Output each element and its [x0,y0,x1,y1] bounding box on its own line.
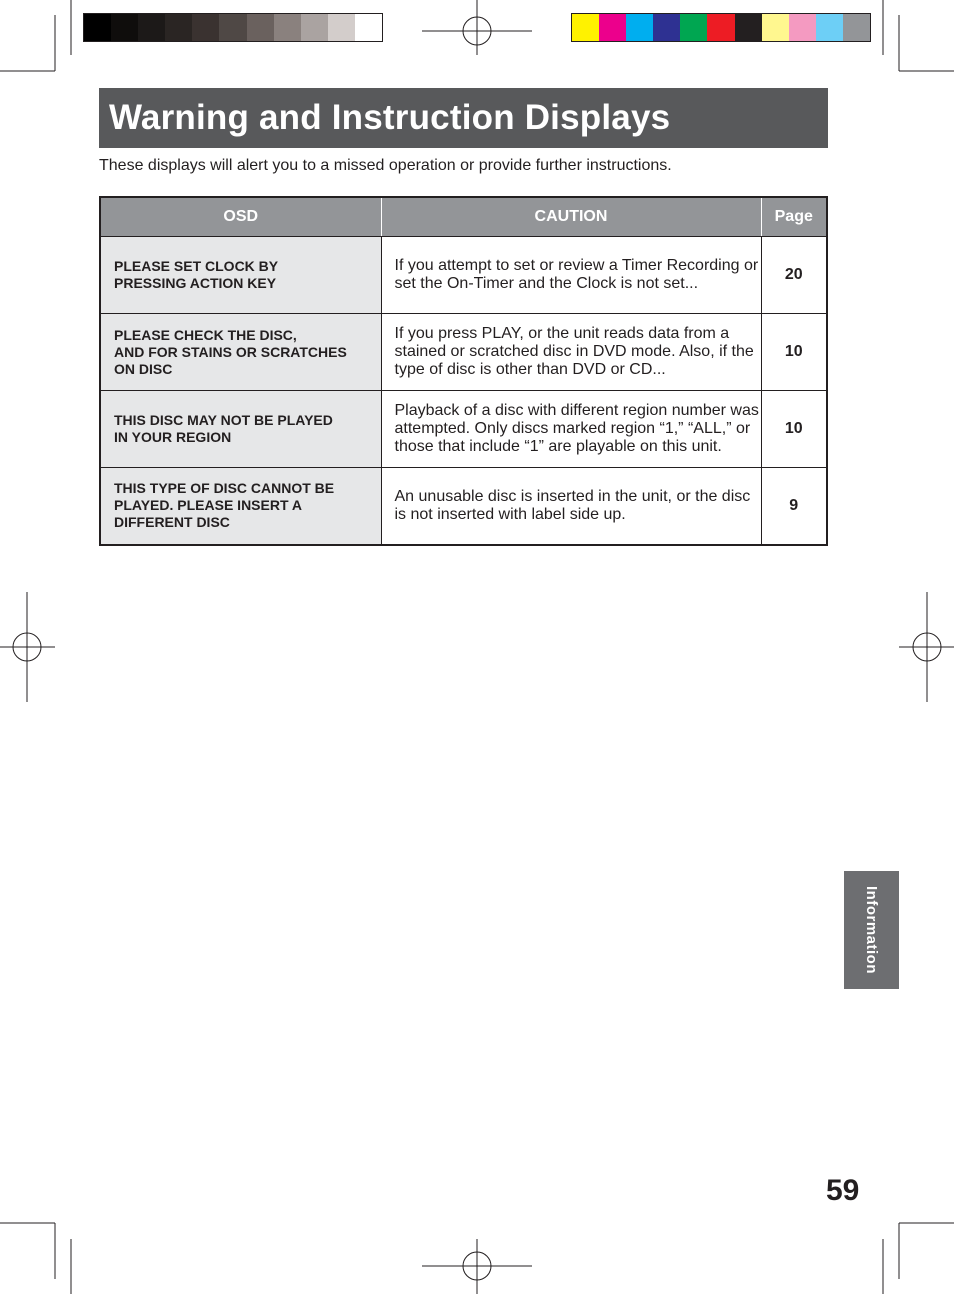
caution-text: If you attempt to set or review a Timer Recording or set the On-Timer and the Clock is not set... [381,237,761,314]
calibration-swatch [680,14,707,41]
calibration-swatch [165,14,192,41]
page-reference: 10 [761,314,827,391]
calibration-swatch [735,14,762,41]
table-row [100,314,827,391]
calibration-swatch [572,14,599,41]
section-tab-information [844,871,899,989]
calibration-swatch [301,14,328,41]
calibration-swatch [653,14,680,41]
column-header-page: Page [761,197,827,237]
page-reference: 20 [761,237,827,314]
registration-mark-right [899,592,954,702]
page-reference: 10 [761,391,827,468]
column-header-osd: OSD [100,197,381,237]
calibration-swatch [247,14,274,41]
calibration-swatch [111,14,138,41]
intro-text: These displays will alert you to a missed operation or provide further instructions. [99,157,672,174]
registration-mark-bottom [422,1239,532,1294]
calibration-swatch [274,14,301,41]
title-band [99,88,828,148]
page-number: 59 [826,1174,860,1207]
registration-mark-left [0,592,55,702]
calibration-swatch [626,14,653,41]
calibration-swatch [219,14,246,41]
warning-table [99,196,828,546]
calibration-swatch [707,14,734,41]
calibration-swatch [192,14,219,41]
registration-mark-top [422,0,532,55]
calibration-swatch [599,14,626,41]
calibration-swatch [843,14,870,41]
osd-message: PLEASE SET CLOCK BY PRESSING ACTION KEY [100,237,381,314]
page-title: Warning and Instruction Displays [109,98,671,137]
table-row [100,237,827,314]
calibration-swatch [789,14,816,41]
caution-text: If you press PLAY, or the unit reads data from a stained or scratched disc in DVD mode. Also, if the type of disc is other than DVD or CD... [381,314,761,391]
table-row [100,391,827,468]
calibration-swatch [816,14,843,41]
table-header-row [100,197,827,237]
table-row [100,468,827,545]
caution-text: An unusable disc is inserted in the unit, or the disc is not inserted with label side up. [381,468,761,545]
calibration-swatch [138,14,165,41]
osd-message: PLEASE CHECK THE DISC, AND FOR STAINS OR SCRATCHES ON DISC [100,314,381,391]
osd-message: THIS TYPE OF DISC CANNOT BE PLAYED. PLEASE INSERT A DIFFERENT DISC [100,468,381,545]
osd-message: THIS DISC MAY NOT BE PLAYED IN YOUR REGION [100,391,381,468]
caution-text: Playback of a disc with different region number was attempted. Only discs marked region “1,” “ALL,” or those that include “1” are playable on this unit. [381,391,761,468]
calibration-swatch [328,14,355,41]
calibration-swatch [84,14,111,41]
calibration-swatch [355,14,382,41]
color-calibration-bar [571,13,871,42]
grayscale-calibration-bar [83,13,383,42]
column-header-caution: CAUTION [381,197,761,237]
calibration-swatch [762,14,789,41]
section-tab-label: Information [863,886,880,974]
page-reference: 9 [761,468,827,545]
